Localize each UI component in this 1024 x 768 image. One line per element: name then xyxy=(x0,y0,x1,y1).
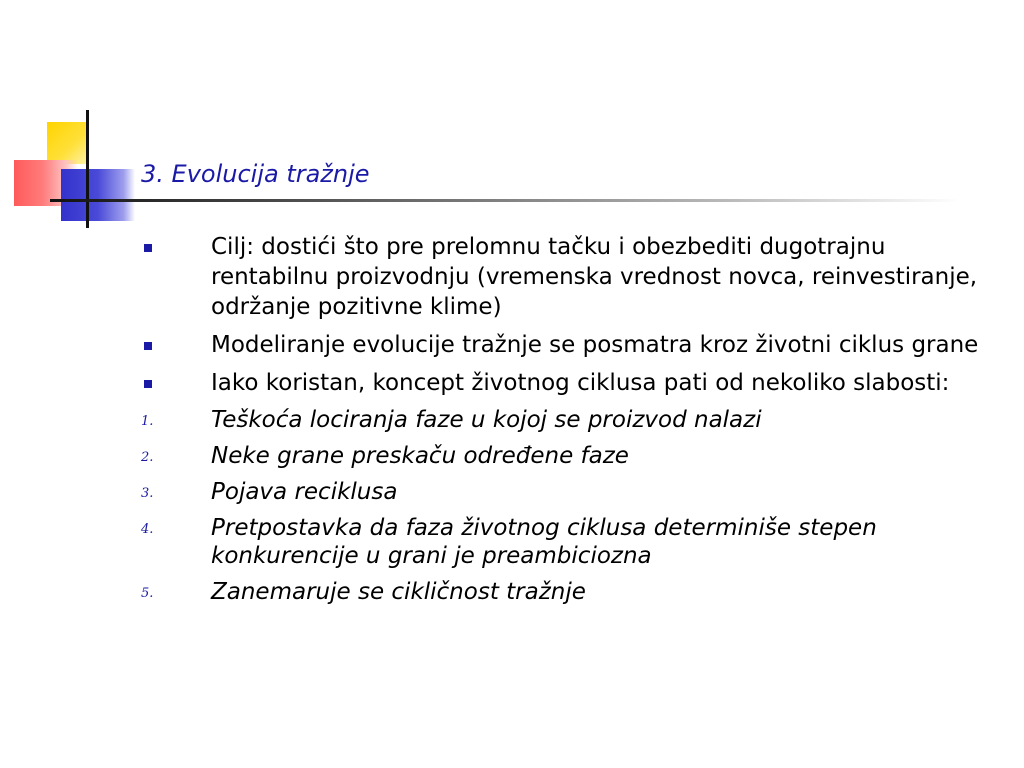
bullet-item xyxy=(141,330,981,360)
numbered-item xyxy=(141,442,981,470)
numbered-text: Teškoća lociranja faze u kojoj se proizvod nalazi xyxy=(211,407,762,433)
logo-yellow-square xyxy=(47,122,87,164)
numbered-text: Pretpostavka da faza životnog ciklusa determiniše stepen konkurencije u grani je preambiciozna xyxy=(211,515,877,569)
bullet-text: Cilj: dostići što pre prelomnu tačku i obezbediti dugotrajnu rentabilnu proizvodnju (vremenska vrednost novca, reinvestiranje, održanje pozitivne klime) xyxy=(211,234,978,320)
title-underline xyxy=(50,199,960,202)
bullet-item xyxy=(141,368,981,398)
bullet-text: Modeliranje evolucije tražnje se posmatra kroz životni ciklus grane xyxy=(211,332,979,358)
numbered-item xyxy=(141,406,981,434)
item-number: 1. xyxy=(141,414,154,429)
item-number: 3. xyxy=(141,486,154,501)
square-bullet-icon xyxy=(144,342,152,350)
item-number: 4. xyxy=(141,522,154,537)
numbered-item xyxy=(141,578,981,606)
slide-title: 3. Evolucija tražnje xyxy=(141,160,370,188)
numbered-item xyxy=(141,478,981,506)
numbered-text: Pojava reciklusa xyxy=(211,479,398,505)
bullet-item xyxy=(141,232,981,322)
bullet-text: Iako koristan, koncept životnog ciklusa pati od nekoliko slabosti: xyxy=(211,370,950,396)
numbered-text: Neke grane preskaču određene faze xyxy=(211,443,629,469)
logo-vertical-line xyxy=(86,110,89,228)
slide-logo-decoration xyxy=(0,0,140,240)
item-number: 2. xyxy=(141,450,154,465)
square-bullet-icon xyxy=(144,244,152,252)
item-number: 5. xyxy=(141,586,154,601)
numbered-item xyxy=(141,514,981,570)
logo-blue-square xyxy=(61,169,135,221)
square-bullet-icon xyxy=(144,380,152,388)
slide-content-list xyxy=(141,232,981,614)
numbered-text: Zanemaruje se cikličnost tražnje xyxy=(211,579,586,605)
